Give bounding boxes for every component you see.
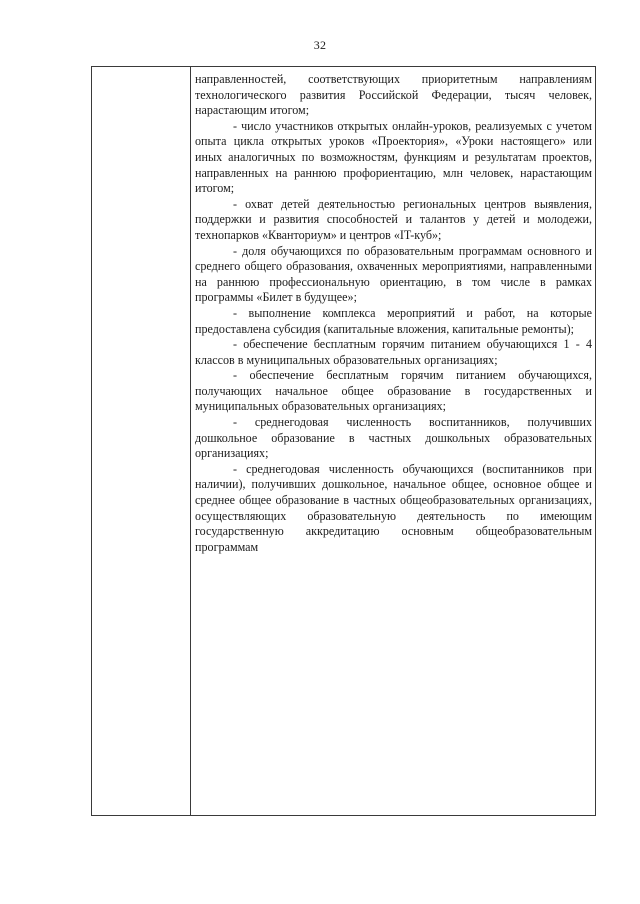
paragraph-talent-centers: - охват детей деятельностью региональных центров выявления, поддержки и развития способностей и талантов у детей и молодежи, технопарков «Кванториум» и центров «IT-куб»; [195,196,592,242]
paragraph-private-general-education: - среднегодовая численность обучающихся (воспитанников при наличии), получивших дошкольное, начальное общее, основное общее и среднее общее образование в частных общеобразовательных организациях, осуществляющих образовательную деятельность по имеющим государственную аккредитацию основным общеобразовательным программам [195,461,592,554]
table-left-column [92,67,191,815]
paragraph-hot-meals-grades-1-4: - обеспечение бесплатным горячим питанием обучающихся 1 - 4 классов в муниципальных образовательных организациях; [195,337,592,367]
document-table [91,66,596,816]
paragraph-online-lessons: - число участников открытых онлайн-уроков, реализуемых с учетом опыта цикла открытых уроков «Проектория», «Уроки настоящего» или иных аналогичных по возможностям, функциям и результатам проектов, направленных на раннюю профориентацию, млн человек, нарастающим итогом; [195,118,592,196]
paragraph-private-preschool: - среднегодовая численность воспитанников, получивших дошкольное образование в частных дошкольных образовательных организациях; [195,415,592,461]
page-number: 32 [313,38,327,52]
paragraph-career-guidance: - доля обучающихся по образовательным программам основного и среднего общего образования, охваченных мероприятиями, направленными на раннюю профессиональную ориентацию, в том числе в рамках программы «Билет в будущее»; [195,243,592,305]
paragraph-continuation: направленностей, соответствующих приоритетным направлениям технологического развития Российской Федерации, тысяч человек, нарастающим итогом; [195,72,592,118]
paragraph-subsidy-works: - выполнение комплекса мероприятий и работ, на которые предоставлена субсидия (капитальные вложения, капитальные ремонты); [195,305,592,336]
table-right-column [191,67,595,815]
paragraph-hot-meals-primary: - обеспечение бесплатным горячим питанием обучающихся, получающих начальное общее образование в государственных и муниципальных образовательных организациях; [195,368,592,414]
